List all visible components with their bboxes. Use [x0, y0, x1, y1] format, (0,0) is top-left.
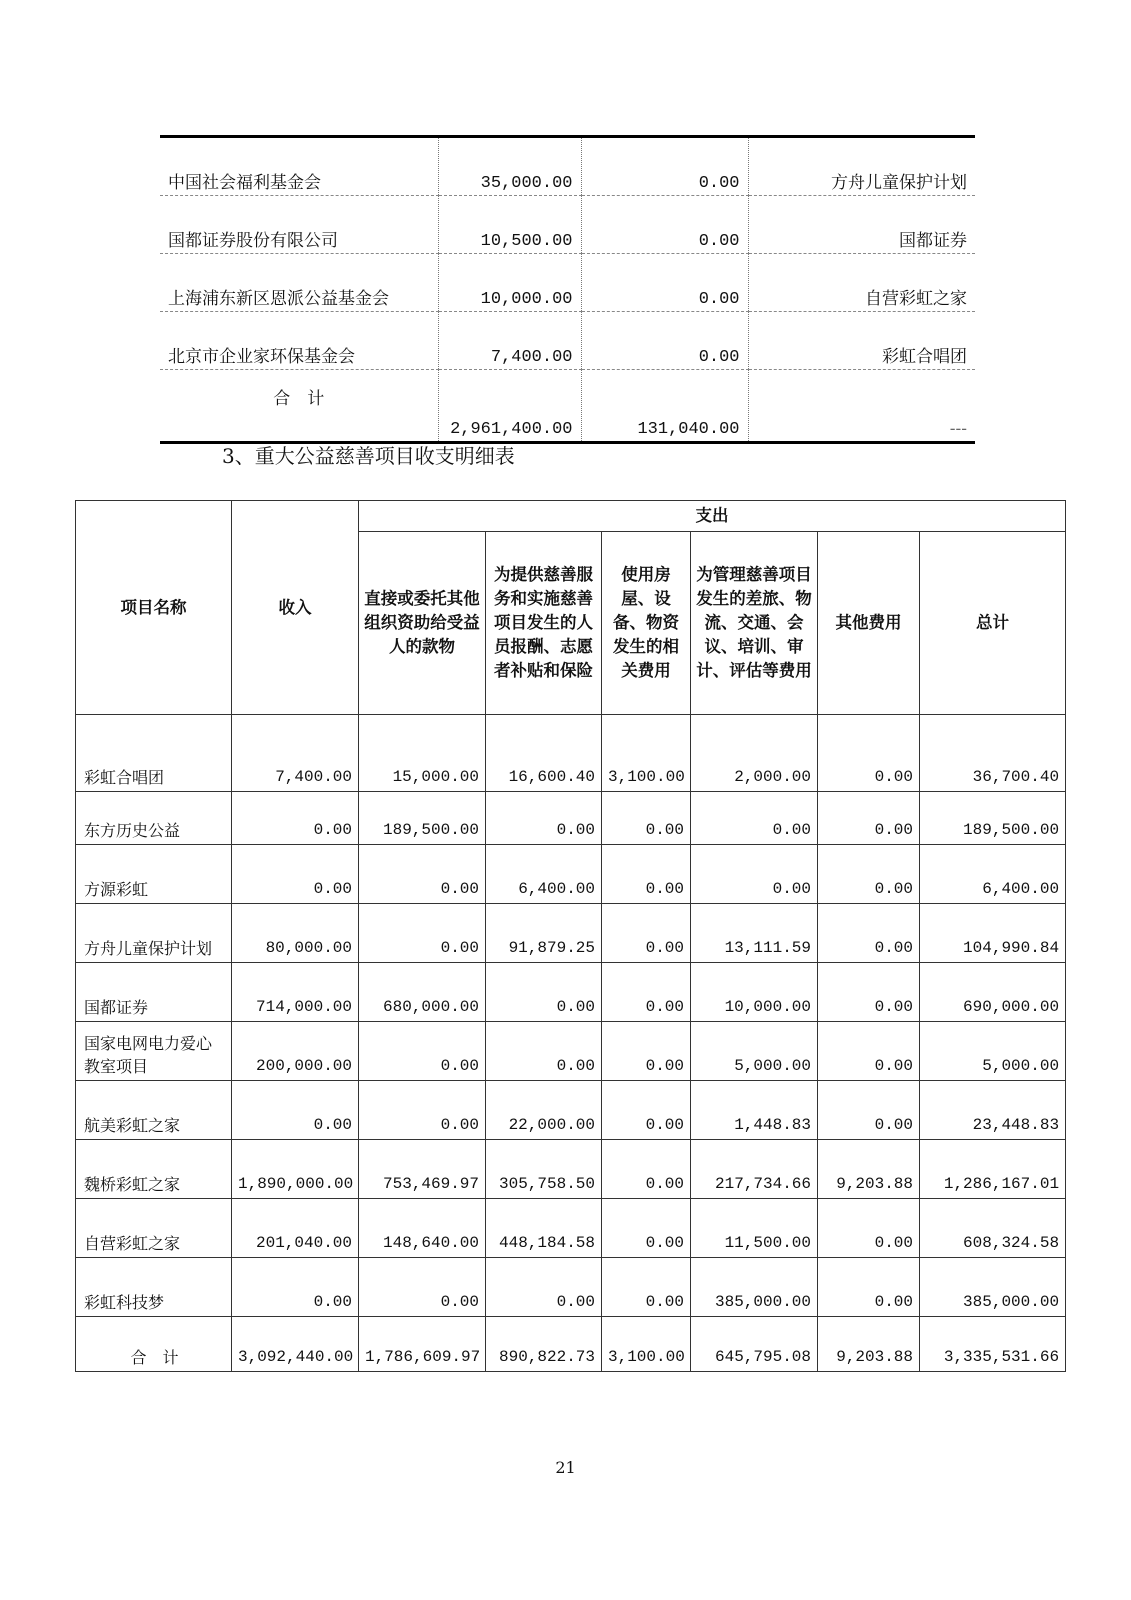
donor-income: 7,400.00: [438, 312, 581, 370]
project-property: 0.00: [602, 1022, 691, 1081]
project-total: 608,324.58: [920, 1199, 1066, 1258]
project-other: 9,203.88: [818, 1317, 920, 1372]
table-row: [76, 1022, 1066, 1081]
project-property: 0.00: [602, 792, 691, 845]
project-income: 1,890,000.00: [232, 1140, 359, 1199]
project-other: 0.00: [818, 845, 920, 904]
project-name: 方源彩虹: [76, 845, 232, 904]
project-income: 714,000.00: [232, 963, 359, 1022]
table-row: [76, 1081, 1066, 1140]
project-personnel: 0.00: [486, 1258, 602, 1317]
project-admin: 217,734.66: [691, 1140, 818, 1199]
project-other: 0.00: [818, 715, 920, 792]
project-other: 0.00: [818, 904, 920, 963]
project-name: 自营彩虹之家: [76, 1199, 232, 1258]
project-admin: 13,111.59: [691, 904, 818, 963]
donor-name: 北京市企业家环保基金会: [160, 312, 438, 370]
donor-name: 国都证券股份有限公司: [160, 196, 438, 254]
donor-project: 方舟儿童保护计划: [748, 137, 975, 196]
project-total: 1,286,167.01: [920, 1140, 1066, 1199]
table-row: [76, 963, 1066, 1022]
project-property: 0.00: [602, 963, 691, 1022]
donor-project: 自营彩虹之家: [748, 254, 975, 312]
header-personnel: 为提供慈善服务和实施慈善项目发生的人员报酬、志愿者补贴和保险: [486, 532, 602, 715]
donor-table: [160, 135, 975, 444]
project-property: 3,100.00: [602, 1317, 691, 1372]
section-title: 3、重大公益慈善项目收支明细表: [222, 444, 515, 468]
table-row: [160, 254, 975, 312]
project-personnel: 448,184.58: [486, 1199, 602, 1258]
donor-name: 中国社会福利基金会: [160, 137, 438, 196]
header-total: 总计: [920, 532, 1066, 715]
project-name: 方舟儿童保护计划: [76, 904, 232, 963]
project-admin: 1,448.83: [691, 1081, 818, 1140]
project-admin: 11,500.00: [691, 1199, 818, 1258]
donor-project: 国都证券: [748, 196, 975, 254]
project-admin: 2,000.00: [691, 715, 818, 792]
project-property: 0.00: [602, 1140, 691, 1199]
project-property: 0.00: [602, 1081, 691, 1140]
table-row: [160, 312, 975, 370]
project-name: 魏桥彩虹之家: [76, 1140, 232, 1199]
project-income: 3,092,440.00: [232, 1317, 359, 1372]
project-direct: 680,000.00: [359, 963, 486, 1022]
project-property: 3,100.00: [602, 715, 691, 792]
project-direct: 753,469.97: [359, 1140, 486, 1199]
project-name: 国家电网电力爱心教室项目: [76, 1022, 232, 1081]
project-name: 彩虹科技梦: [76, 1258, 232, 1317]
project-direct: 1,786,609.97: [359, 1317, 486, 1372]
project-other: 0.00: [818, 792, 920, 845]
project-personnel: 305,758.50: [486, 1140, 602, 1199]
header-other: 其他费用: [818, 532, 920, 715]
project-income: 7,400.00: [232, 715, 359, 792]
project-total: 189,500.00: [920, 792, 1066, 845]
project-personnel: 91,879.25: [486, 904, 602, 963]
page-number: 21: [555, 1458, 576, 1477]
project-property: 0.00: [602, 845, 691, 904]
project-direct: 0.00: [359, 1081, 486, 1140]
table-row: [160, 196, 975, 254]
header-direct: 直接或委托其他组织资助给受益人的款物: [359, 532, 486, 715]
project-income: 200,000.00: [232, 1022, 359, 1081]
table-row: [76, 845, 1066, 904]
project-personnel: 0.00: [486, 1022, 602, 1081]
project-other: 9,203.88: [818, 1140, 920, 1199]
project-other: 0.00: [818, 1258, 920, 1317]
project-name: 东方历史公益: [76, 792, 232, 845]
header-expense-group: 支出: [359, 501, 1066, 532]
project-personnel: 16,600.40: [486, 715, 602, 792]
project-name: 合 计: [76, 1317, 232, 1372]
table-row: [76, 1258, 1066, 1317]
project-name: 彩虹合唱团: [76, 715, 232, 792]
project-admin: 645,795.08: [691, 1317, 818, 1372]
project-total: 6,400.00: [920, 845, 1066, 904]
project-other: 0.00: [818, 1022, 920, 1081]
total-other: 131,040.00: [581, 370, 748, 443]
project-direct: 0.00: [359, 1258, 486, 1317]
project-personnel: 6,400.00: [486, 845, 602, 904]
project-other: 0.00: [818, 1081, 920, 1140]
project-direct: 0.00: [359, 1022, 486, 1081]
project-name: 国都证券: [76, 963, 232, 1022]
project-total: 5,000.00: [920, 1022, 1066, 1081]
project-admin: 10,000.00: [691, 963, 818, 1022]
project-admin: 5,000.00: [691, 1022, 818, 1081]
table-row: [76, 1140, 1066, 1199]
donor-other: 0.00: [581, 312, 748, 370]
project-property: 0.00: [602, 904, 691, 963]
project-total: 104,990.84: [920, 904, 1066, 963]
table-row: [76, 792, 1066, 845]
project-direct: 189,500.00: [359, 792, 486, 845]
header-name: 项目名称: [76, 501, 232, 715]
project-income: 0.00: [232, 1258, 359, 1317]
project-personnel: 22,000.00: [486, 1081, 602, 1140]
donor-other: 0.00: [581, 196, 748, 254]
project-admin: 0.00: [691, 845, 818, 904]
table-row: [76, 1199, 1066, 1258]
table-row: [160, 137, 975, 196]
donor-name: 上海浦东新区恩派公益基金会: [160, 254, 438, 312]
project-income: 201,040.00: [232, 1199, 359, 1258]
project-total: 23,448.83: [920, 1081, 1066, 1140]
donor-total-row: [160, 370, 975, 443]
donor-project: 彩虹合唱团: [748, 312, 975, 370]
donor-income: 10,500.00: [438, 196, 581, 254]
project-total: 3,335,531.66: [920, 1317, 1066, 1372]
project-total: 36,700.40: [920, 715, 1066, 792]
project-income: 0.00: [232, 1081, 359, 1140]
project-direct: 15,000.00: [359, 715, 486, 792]
project-admin: 385,000.00: [691, 1258, 818, 1317]
total-label: 合 计: [273, 389, 325, 409]
donor-income: 35,000.00: [438, 137, 581, 196]
total-project: ---: [748, 370, 975, 443]
donor-other: 0.00: [581, 137, 748, 196]
header-property: 使用房屋、设备、物资发生的相关费用: [602, 532, 691, 715]
project-direct: 0.00: [359, 904, 486, 963]
project-table: [75, 500, 1066, 1372]
project-total: 385,000.00: [920, 1258, 1066, 1317]
header-row: [76, 501, 1066, 532]
project-direct: 0.00: [359, 845, 486, 904]
table-row: [76, 715, 1066, 792]
project-total: 690,000.00: [920, 963, 1066, 1022]
project-personnel: 0.00: [486, 963, 602, 1022]
project-other: 0.00: [818, 1199, 920, 1258]
project-other: 0.00: [818, 963, 920, 1022]
project-property: 0.00: [602, 1258, 691, 1317]
table-row: [76, 904, 1066, 963]
project-direct: 148,640.00: [359, 1199, 486, 1258]
donor-other: 0.00: [581, 254, 748, 312]
header-admin: 为管理慈善项目发生的差旅、物流、交通、会议、培训、审计、评估等费用: [691, 532, 818, 715]
project-property: 0.00: [602, 1199, 691, 1258]
project-income: 0.00: [232, 845, 359, 904]
total-income: 2,961,400.00: [438, 370, 581, 443]
project-personnel: 0.00: [486, 792, 602, 845]
project-income: 0.00: [232, 792, 359, 845]
project-income: 80,000.00: [232, 904, 359, 963]
project-personnel: 890,822.73: [486, 1317, 602, 1372]
donor-income: 10,000.00: [438, 254, 581, 312]
project-name: 航美彩虹之家: [76, 1081, 232, 1140]
project-total-row: [76, 1317, 1066, 1372]
header-income: 收入: [232, 501, 359, 715]
project-admin: 0.00: [691, 792, 818, 845]
